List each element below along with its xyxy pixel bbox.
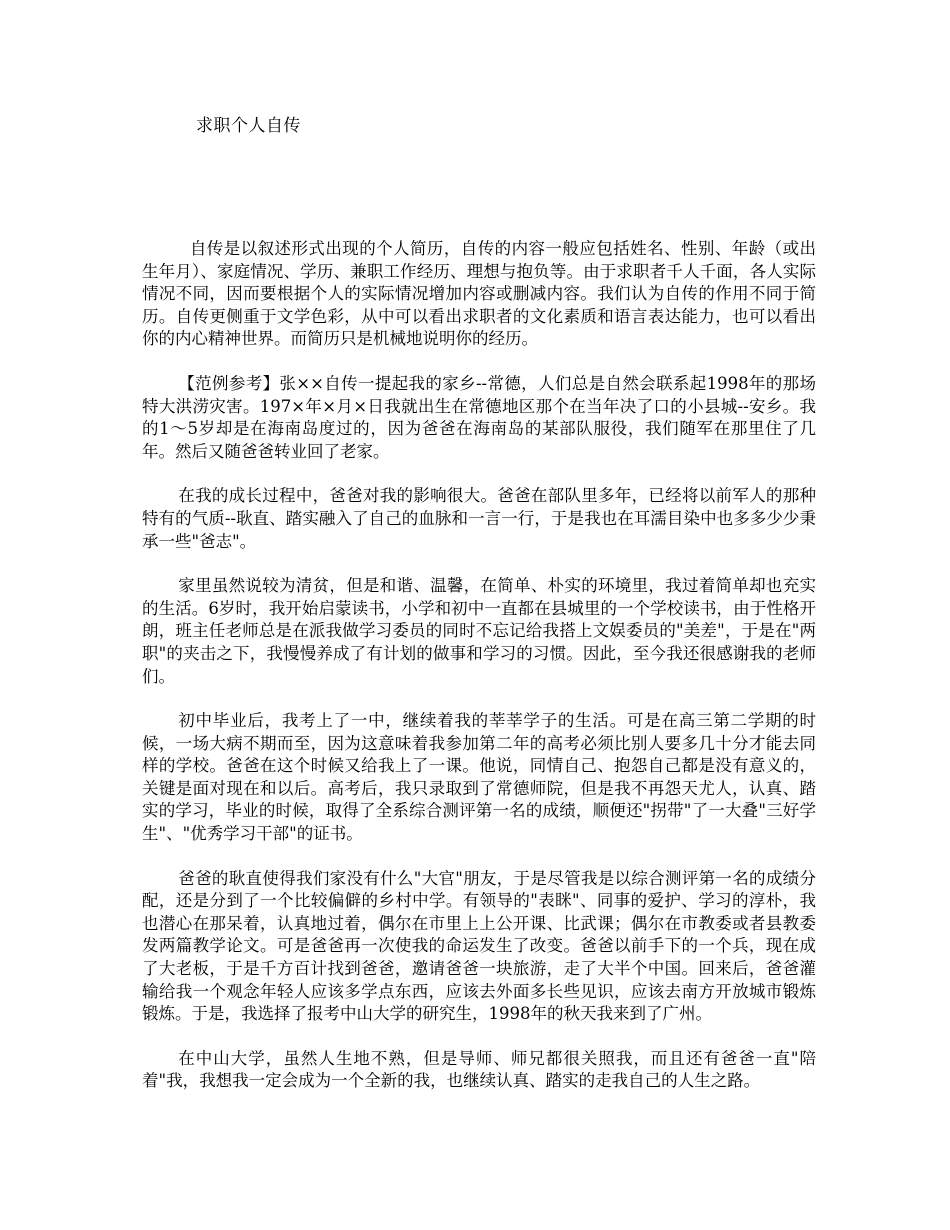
paragraph-high-school: 初中毕业后，我考上了一中，继续着我的莘莘学子的生活。可是在高三第二学期的时候，一场大病不期而至，因为这意味着我参加第二年的高考必须比别人要多几十分才能去同样的学校。爸爸在这个时候又给我上了一课。他说，同情自己、抱怨自己都是没有意义的，关键是面对现在和以后。高考后，我只录取到了常德师院，但是我不再怨天尤人，认真、踏实的学习，毕业的时候，取得了全系综合测评第一名的成绩，顺便还"拐带"了一大叠"三好学生"、"优秀学习干部"的证书。 bbox=[142, 711, 816, 844]
paragraph-example-hometown: 【范例参考】张××自传一提起我的家乡--常德，人们总是自然会联系起1998年的那场特大洪涝灾害。197×年×月×日我就出生在常德地区那个在当年决了口的小县城--安乡。我的1～5岁却是在海南岛度过的，因为爸爸在海南岛的某部队服役，我们随军在那里住了几年。然后又随爸爸转业回了老家。 bbox=[142, 373, 816, 461]
paragraph-work-and-graduate: 爸爸的耿直使得我们家没有什么"大官"朋友，于是尽管我是以综合测评第一名的成绩分配，还是分到了一个比较偏僻的乡村中学。有领导的"表眯"、同事的爱护、学习的淳朴，我也潜心在那呆着，认真地过着，偶尔在市里上上公开课、比武课；偶尔在市教委或者县教委发两篇教学论文。可是爸爸再一次使我的命运发生了改变。爸爸以前手下的一个兵，现在成了大老板，于是千方百计找到爸爸，邀请爸爸一块旅游，走了大半个中国。回来后，爸爸灌输给我一个观念年轻人应该多学点东西，应该去外面多长些见识，应该去南方开放城市锻炼锻炼。于是，我选择了报考中山大学的研究生，1998年的秋天我来到了广州。 bbox=[142, 868, 816, 1024]
paragraph-intro: 自传是以叙述形式出现的个人简历，自传的内容一般应包括姓名、性别、年龄（或出生年月）、家庭情况、学历、兼职工作经历、理想与抱负等。由于求职者千人千面，各人实际情况不同，因而要根据个人的实际情况增加内容或删减内容。我们认为自传的作用不同于简历。自传更侧重于文学色彩，从中可以看出求职者的文化素质和语言表达能力，也可以看出你的内心精神世界。而简历只是机械地说明你的经历。 bbox=[142, 239, 816, 349]
paragraph-sun-yat-sen: 在中山大学，虽然人生地不熟，但是导师、师兄都很关照我，而且还有爸爸一直"陪着"我，我想我一定会成为一个全新的我，也继续认真、踏实的走我自己的人生之路。 bbox=[142, 1048, 816, 1091]
document-title: 求职个人自传 bbox=[196, 116, 301, 136]
document-body bbox=[142, 238, 816, 1115]
paragraph-childhood-school: 家里虽然说较为清贫，但是和谐、温馨，在简单、朴实的环境里，我过着简单却也充实的生活。6岁时，我开始启蒙读书，小学和初中一直都在县城里的一个学校读书，由于性格开朗，班主任老师总是在派我做学习委员的同时不忘记给我搭上文娱委员的"美差"，于是在"两职"的夹击之下，我慢慢养成了有计划的做事和学习的习惯。因此，至今我还很感谢我的老师们。 bbox=[142, 576, 816, 686]
paragraph-father-influence: 在我的成长过程中，爸爸对我的影响很大。爸爸在部队里多年，已经将以前军人的那种特有的气质--耿直、踏实融入了自己的血脉和一言一行，于是我也在耳濡目染中也多多少少秉承一些"爸志"。 bbox=[142, 486, 816, 551]
